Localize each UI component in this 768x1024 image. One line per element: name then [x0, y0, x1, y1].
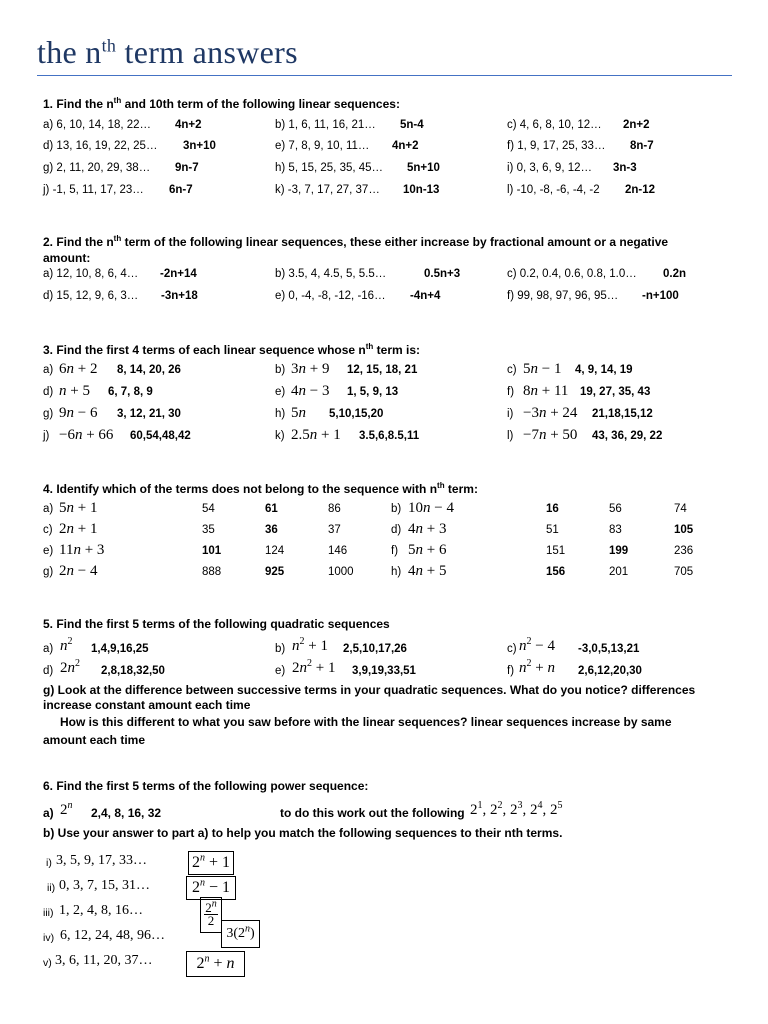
q4-term-value: 61 [265, 503, 278, 515]
q3-answer: 5,10,15,20 [329, 408, 384, 420]
q3-expression: −6n + 66 [59, 427, 114, 443]
q1-answer: 3n+10 [183, 140, 216, 152]
q4-expression: 4n + 3 [408, 521, 447, 537]
q4-term-value: 146 [328, 545, 348, 557]
q4-term-value: 105 [674, 524, 694, 536]
q4-expression: 5n + 1 [59, 500, 98, 516]
q6-heading: 6. Find the first 5 terms of the following power sequence: [43, 779, 369, 793]
q4-term-value: 56 [609, 503, 622, 515]
q2-sequence: e) 0, -4, -8, -12, -16… [275, 290, 386, 302]
q6-sequence-label: ii) [47, 882, 56, 894]
q1-sequence: a) 6, 10, 14, 18, 22… [43, 119, 152, 131]
q4-term-value: 705 [674, 566, 694, 578]
q2-sequence: a) 12, 10, 8, 6, 4… [43, 268, 139, 280]
q5-label: a) [43, 643, 54, 655]
q5-g-line2: increase constant amount each time [43, 698, 251, 712]
q3-heading: 3. Find the first 4 terms of each linear sequence whose $n^{th}$ term is: [43, 342, 421, 357]
page-title: the $n^{th}$ term answers [37, 34, 298, 70]
q4-label: d) [391, 524, 402, 536]
q1-answer: 4n+2 [175, 119, 202, 131]
q3-label: g) [43, 408, 54, 420]
q5-expression: $n^2 + 1$ [292, 636, 328, 654]
q1-answer: 9n-7 [175, 162, 199, 174]
q4-term-value: 151 [546, 545, 566, 557]
q4-term-value: 199 [609, 545, 629, 557]
q4-term-value: 1000 [328, 566, 354, 578]
q3-label: l) [507, 430, 514, 442]
q6-sequence-label: i) [46, 857, 52, 869]
q1-sequence: e) 7, 8, 9, 10, 11… [275, 140, 370, 152]
q1-sequence: b) 1, 6, 11, 16, 21… [275, 119, 376, 131]
q5-answer: 2,6,12,20,30 [578, 665, 642, 677]
q4-label: e) [43, 545, 54, 557]
q4-term-value: 83 [609, 524, 622, 536]
q5-expression: $2n^2$ [60, 658, 80, 676]
q1-answer: 3n-3 [613, 162, 637, 174]
q2-answer: -4n+4 [410, 290, 441, 302]
q2-sequence: d) 15, 12, 9, 6, 3… [43, 290, 139, 302]
q1-answer: 5n+10 [407, 162, 440, 174]
q2-answer: 0.5n+3 [424, 268, 461, 280]
q3-answer: 4, 9, 14, 19 [575, 364, 633, 376]
nth-term-box-2n-plus-1: $2^n + 1$ [188, 851, 234, 875]
q1-answer: 6n-7 [169, 184, 193, 196]
q3-expression: −7n + 50 [523, 427, 578, 443]
q5-expression: $n^2 - 4$ [519, 636, 555, 654]
q5-label: e) [275, 665, 286, 677]
q1-answer: 10n-13 [403, 184, 440, 196]
q6-b-text: b) Use your answer to part a) to help you match the following sequences to their nth terms. [43, 826, 563, 840]
q5-answer: 2,8,18,32,50 [101, 665, 165, 677]
q3-expression: −3n + 24 [523, 405, 578, 421]
q4-term-value: 35 [202, 524, 215, 536]
q4-label: c) [43, 524, 53, 536]
q5-expression: $2n^2 + 1$ [292, 658, 336, 676]
q5-label: f) [507, 665, 515, 677]
q3-answer: 60,54,48,42 [130, 430, 191, 442]
q4-expression: 5n + 6 [408, 542, 447, 558]
q3-answer: 3.5,6,8.5,11 [359, 430, 420, 442]
q5-answer: 3,9,19,33,51 [352, 665, 416, 677]
q1-sequence: g) 2, 11, 20, 29, 38… [43, 162, 151, 174]
q5-heading: 5. Find the first 5 terms of the following quadratic sequences [43, 617, 390, 631]
q4-label: g) [43, 566, 54, 578]
q5-g-line4: amount each time [43, 733, 146, 747]
q4-expression: 2n − 4 [59, 563, 98, 579]
q4-expression: 4n + 5 [408, 563, 447, 579]
q3-expression: 9n − 6 [59, 405, 98, 421]
q2-answer: -n+100 [642, 290, 679, 302]
q6-a-expression: 2$^n$ [60, 800, 73, 818]
q3-label: j) [43, 430, 50, 442]
q5-label: d) [43, 665, 54, 677]
q4-term-value: 74 [674, 503, 687, 515]
q6-a-label: a) [43, 806, 54, 820]
q3-label: h) [275, 408, 286, 420]
q5-g-line1: g) Look at the difference between successive terms in your quadratic sequences. What do you notice? differences [43, 683, 696, 697]
q4-term-value: 201 [609, 566, 629, 578]
q2-sequence: c) 0.2, 0.4, 0.6, 0.8, 1.0… [507, 268, 637, 280]
q4-term-value: 16 [546, 503, 559, 515]
q6-sequence: 3, 5, 9, 17, 33… [56, 853, 147, 868]
q3-label: b) [275, 364, 286, 376]
q6-sequence-label: v) [43, 957, 52, 969]
q4-term-value: 156 [546, 566, 566, 578]
q6-sequence: 0, 3, 7, 15, 31… [59, 878, 150, 893]
q3-answer: 19, 27, 35, 43 [580, 386, 651, 398]
q2-answer: -2n+14 [160, 268, 197, 280]
q4-term-value: 86 [328, 503, 341, 515]
q4-term-value: 36 [265, 524, 278, 536]
q3-answer: 3, 12, 21, 30 [117, 408, 181, 420]
q1-answer: 2n-12 [625, 184, 656, 196]
q3-label: k) [275, 430, 285, 442]
q5-label: b) [275, 643, 286, 655]
q3-expression: n + 5 [59, 383, 90, 399]
q3-label: f) [507, 386, 515, 398]
q3-answer: 21,18,15,12 [592, 408, 653, 420]
q3-expression: 5n − 1 [523, 361, 562, 377]
nth-term-box-2n-over-2: $\frac{2^n}{2}$ [200, 897, 222, 933]
q5-expression: $n^2$ [60, 636, 73, 654]
q5-expression: $n^2 + n$ [519, 658, 555, 676]
q1-sequence: d) 13, 16, 19, 22, 25… [43, 140, 158, 152]
q1-sequence: f) 1, 9, 17, 25, 33… [507, 140, 606, 152]
q6-sequence: 1, 2, 4, 8, 16… [59, 903, 143, 918]
q3-expression: 8n + 11 [523, 383, 569, 399]
q3-expression: 6n + 2 [59, 361, 98, 377]
q3-answer: 12, 15, 18, 21 [347, 364, 418, 376]
q5-answer: 1,4,9,16,25 [91, 643, 149, 655]
q5-answer: 2,5,10,17,26 [343, 643, 407, 655]
q2-sequence: f) 99, 98, 97, 96, 95… [507, 290, 619, 302]
q3-expression: 4n − 3 [291, 383, 330, 399]
q4-term-value: 888 [202, 566, 222, 578]
q1-sequence: h) 5, 15, 25, 35, 45… [275, 162, 384, 174]
q1-sequence: j) -1, 5, 11, 17, 23… [43, 184, 144, 196]
title-rule [37, 75, 732, 76]
q3-label: d) [43, 386, 54, 398]
q2-answer: 0.2n [663, 268, 687, 280]
q5-answer: -3,0,5,13,21 [578, 643, 640, 655]
q3-label: c) [507, 364, 517, 376]
q3-label: e) [275, 386, 286, 398]
q4-expression: 2n + 1 [59, 521, 98, 537]
q6-sequence-label: iv) [43, 932, 55, 944]
q2-sequence: b) 3.5, 4, 4.5, 5, 5.5… [275, 268, 387, 280]
q3-label: i) [507, 408, 514, 420]
q4-term-value: 925 [265, 566, 285, 578]
nth-term-box-3-times-2n: 3(2$^n$) [221, 920, 260, 948]
q4-expression: 11n + 3 [59, 542, 105, 558]
q3-answer: 6, 7, 8, 9 [108, 386, 153, 398]
q4-term-value: 54 [202, 503, 215, 515]
q4-label: f) [391, 545, 399, 557]
q3-expression: 2.5n + 1 [291, 427, 341, 443]
q4-label: h) [391, 566, 402, 578]
q1-heading: 1. Find the $n^{th}$ and 10th term of the following linear sequences: [43, 96, 400, 111]
q1-sequence: i) 0, 3, 6, 9, 12… [507, 162, 593, 174]
q6-sequence-label: iii) [43, 907, 54, 919]
q3-answer: 1, 5, 9, 13 [347, 386, 399, 398]
q1-answer: 5n-4 [400, 119, 424, 131]
nth-term-box-2n-plus-n: $2^n + n$ [186, 951, 245, 977]
q4-expression: 10n − 4 [408, 500, 454, 516]
q1-answer: 8n-7 [630, 140, 654, 152]
q4-label: b) [391, 503, 402, 515]
nth-term-box-2n-minus-1: $2^n - 1$ [186, 876, 236, 900]
q1-sequence: k) -3, 7, 17, 27, 37… [275, 184, 380, 196]
q4-term-value: 51 [546, 524, 559, 536]
q3-answer: 43, 36, 29, 22 [592, 430, 663, 442]
q3-answer: 8, 14, 20, 26 [117, 364, 181, 376]
q1-sequence: c) 4, 6, 8, 10, 12… [507, 119, 602, 131]
q5-label: c) [507, 643, 517, 655]
q6-a-answer: 2,4, 8, 16, 32 [91, 806, 162, 820]
q2-answer: -3n+18 [161, 290, 198, 302]
q3-expression: 5n [291, 405, 306, 421]
q3-label: a) [43, 364, 54, 376]
q6-sequence: 3, 6, 11, 20, 37… [55, 953, 153, 968]
q1-sequence: l) -10, -8, -6, -4, -2 [507, 184, 600, 196]
q4-term-value: 37 [328, 524, 341, 536]
q4-term-value: 124 [265, 545, 285, 557]
q6-a-note: to do this work out the following [280, 806, 465, 820]
q4-label: a) [43, 503, 54, 515]
q1-answer: 4n+2 [392, 140, 419, 152]
q4-term-value: 236 [674, 545, 694, 557]
q4-term-value: 101 [202, 545, 222, 557]
q2-heading: 2. Find the $n^{th}$ term of the following linear sequences, these either increase by fractional amount or a negative [43, 234, 669, 249]
q4-heading: 4. Identify which of the terms does not belong to the sequence with $n^{th}$ term: [43, 481, 478, 496]
q2-heading-cont: amount: [43, 251, 91, 265]
q6-sequence: 6, 12, 24, 48, 96… [60, 928, 165, 943]
q1-answer: 2n+2 [623, 119, 650, 131]
q5-g-line3: How is this different to what you saw before with the linear sequences? linear sequences increase by same [60, 715, 672, 729]
q3-expression: 3n + 9 [291, 361, 330, 377]
q6-a-powers: $2^1$, $2^2$, $2^3$, $2^4$, $2^5$ [470, 800, 563, 818]
